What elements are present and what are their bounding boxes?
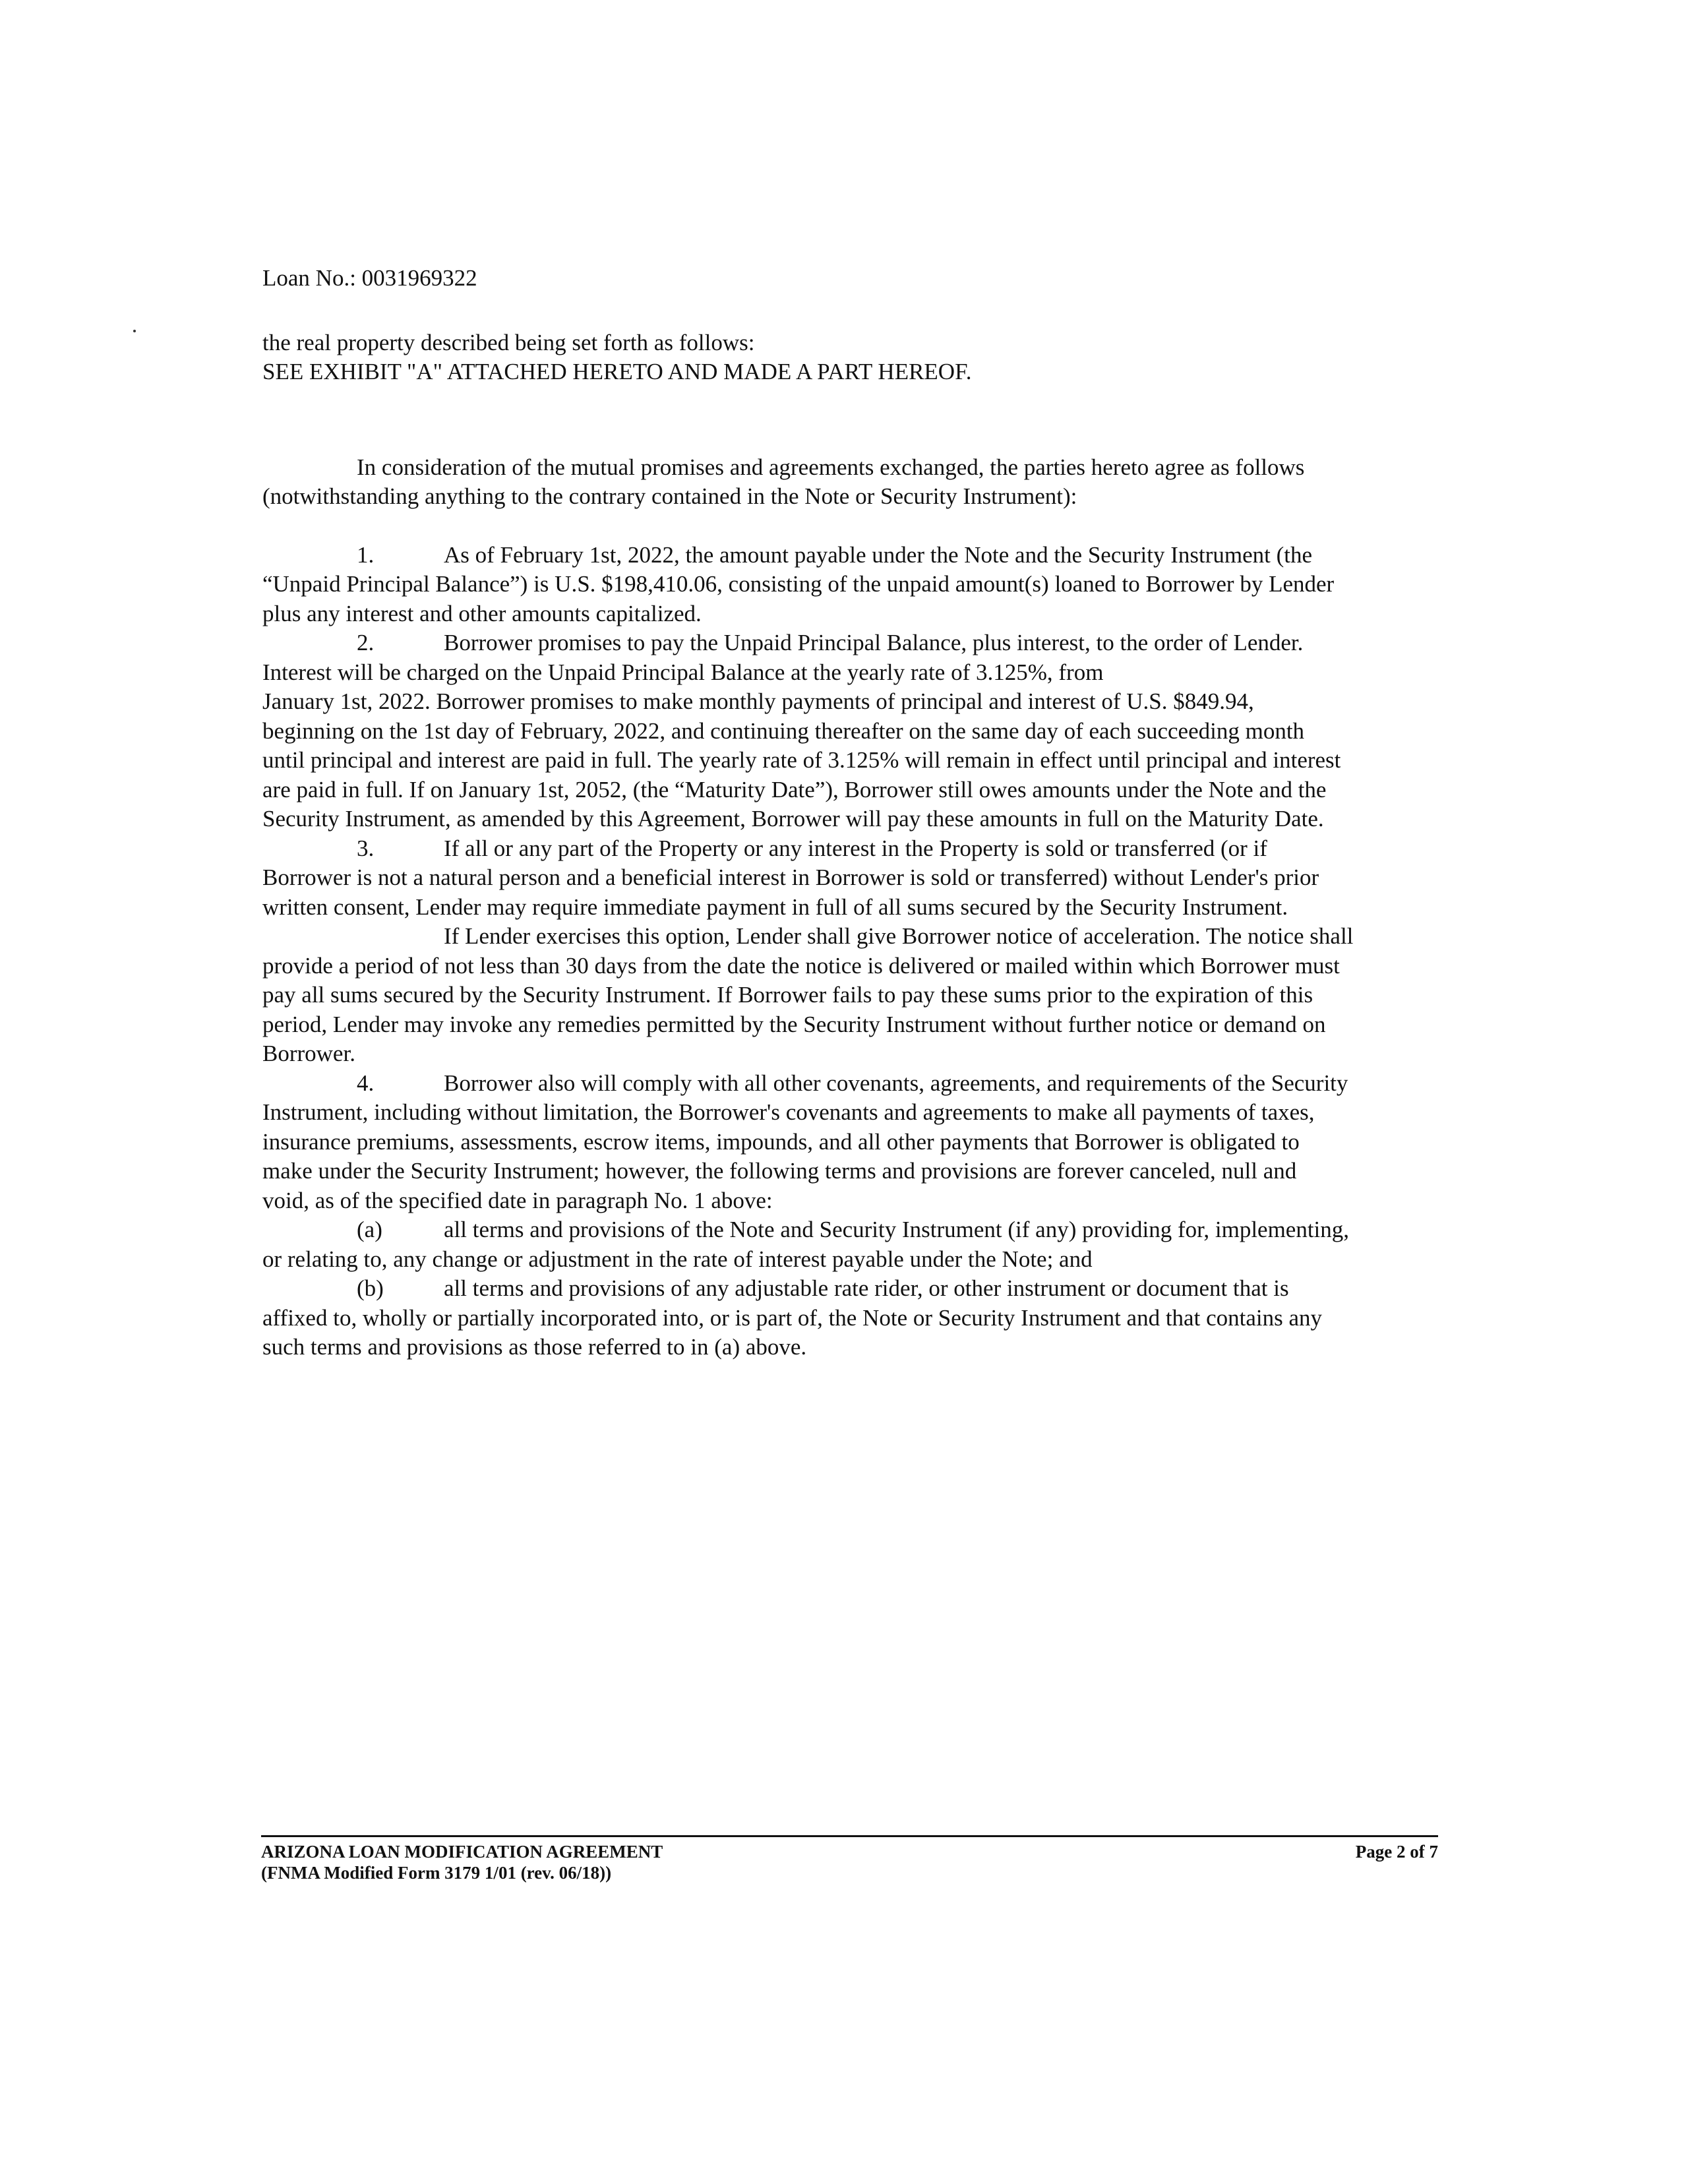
paragraph-line: “Unpaid Principal Balance”) is U.S. $198,410.06, consisting of the unpaid amount(s) loaned to Borrower by Lender (262, 571, 1335, 597)
paragraph-line: void, as of the specified date in paragraph No. 1 above: (262, 1187, 773, 1213)
paragraph-line: such terms and provisions as those referred to in (a) above. (262, 1334, 807, 1360)
paragraph-line: Instrument, including without limitation, the Borrower's covenants and agreements to make all payments of taxes, (262, 1099, 1315, 1125)
intro-line-1: the real property described being set forth as follows: (262, 329, 755, 355)
paragraph-line: insurance premiums, assessments, escrow items, impounds, and all other payments that Borrower is obligated to (262, 1128, 1300, 1155)
paragraph-line: Interest will be charged on the Unpaid Principal Balance at the yearly rate of 3.125%, from (262, 659, 1104, 685)
paragraph-line: period, Lender may invoke any remedies permitted by the Security Instrument without further notice or demand on (262, 1011, 1326, 1037)
consideration-clause (262, 453, 1433, 512)
page-number: Page 2 of 7 (1355, 1842, 1438, 1862)
subparagraph-label: (a) (357, 1217, 382, 1242)
document-body (262, 264, 1433, 1362)
paragraph-line: Borrower promises to pay the Unpaid Principal Balance, plus interest, to the order of Lender. (444, 630, 1304, 655)
paragraph-line: beginning on the 1st day of February, 2022, and continuing thereafter on the same day of each succeeding month (262, 717, 1305, 744)
paragraph-4 (262, 1069, 1433, 1216)
property-description (262, 328, 1433, 387)
paragraph-line: Borrower also will comply with all other covenants, agreements, and requirements of the Security (444, 1070, 1348, 1096)
paragraph-line: are paid in full. If on January 1st, 2052, (the “Maturity Date”), Borrower still owes amounts under the Note and the (262, 776, 1327, 803)
page-footer (261, 1835, 1438, 1883)
paragraph-line: Security Instrument, as amended by this Agreement, Borrower will pay these amounts in full on the Maturity Date. (262, 806, 1324, 832)
paragraph-line: pay all sums secured by the Security Instrument. If Borrower fails to pay these sums prior to the expiration of this (262, 982, 1313, 1008)
subparagraph-label: (b) (357, 1275, 384, 1301)
paragraph-2 (262, 628, 1433, 834)
consideration-line-1: In consideration of the mutual promises and agreements exchanged, the parties hereto agree as follows (357, 454, 1305, 480)
exhibit-reference: SEE EXHIBIT "A" ATTACHED HERETO AND MADE A PART HEREOF. (262, 359, 972, 384)
paragraph-line: provide a period of not less than 30 days from the date the notice is delivered or mailed within which Borrower must (262, 952, 1340, 979)
paragraph-line: As of February 1st, 2022, the amount payable under the Note and the Security Instrument (the (444, 541, 1313, 568)
consideration-line-2: (notwithstanding anything to the contrary contained in the Note or Security Instrument): (262, 483, 1077, 509)
paragraph-number: 1. (357, 541, 375, 568)
paragraph-line: all terms and provisions of any adjustable rate rider, or other instrument or document that is (444, 1275, 1289, 1301)
paragraph-number: 2. (357, 630, 375, 655)
paragraph-1 (262, 541, 1433, 629)
paragraph-line: all terms and provisions of the Note and Security Instrument (if any) providing for, implementing, (444, 1217, 1350, 1242)
paragraph-line: plus any interest and other amounts capitalized. (262, 600, 702, 626)
paragraph-line: If Lender exercises this option, Lender shall give Borrower notice of acceleration. The notice shall (444, 923, 1354, 949)
paragraph-line: Borrower. (262, 1041, 355, 1066)
paragraph-line: written consent, Lender may require immediate payment in full of all sums secured by the Security Instrument. (262, 894, 1288, 920)
paragraph-line: or relating to, any change or adjustment in the rate of interest payable under the Note; and (262, 1246, 1093, 1272)
paragraph-line: January 1st, 2022. Borrower promises to make monthly payments of principal and interest of U.S. $849.94, (262, 688, 1254, 714)
subparagraph-a (262, 1215, 1433, 1274)
paragraph-line: make under the Security Instrument; however, the following terms and provisions are forever canceled, null and (262, 1158, 1297, 1184)
paragraph-line: Borrower is not a natural person and a beneficial interest in Borrower is sold or transferred) without Lender's prior (262, 864, 1319, 890)
paragraph-number: 3. (357, 835, 375, 861)
paragraph-line: If all or any part of the Property or any interest in the Property is sold or transferred (or if (444, 835, 1267, 861)
form-title: ARIZONA LOAN MODIFICATION AGREEMENT (261, 1842, 663, 1862)
scan-mark (133, 330, 136, 332)
paragraph-number: 4. (357, 1070, 375, 1096)
form-reference: (FNMA Modified Form 3179 1/01 (rev. 06/18)) (261, 1863, 612, 1883)
paragraph-3 (262, 834, 1433, 1069)
paragraph-line: affixed to, wholly or partially incorporated into, or is part of, the Note or Security Instrument and that contains any (262, 1304, 1322, 1331)
subparagraph-b (262, 1274, 1433, 1362)
loan-number: Loan No.: 0031969322 (262, 265, 477, 291)
paragraph-line: until principal and interest are paid in full. The yearly rate of 3.125% will remain in effect until principal and interest (262, 747, 1341, 773)
